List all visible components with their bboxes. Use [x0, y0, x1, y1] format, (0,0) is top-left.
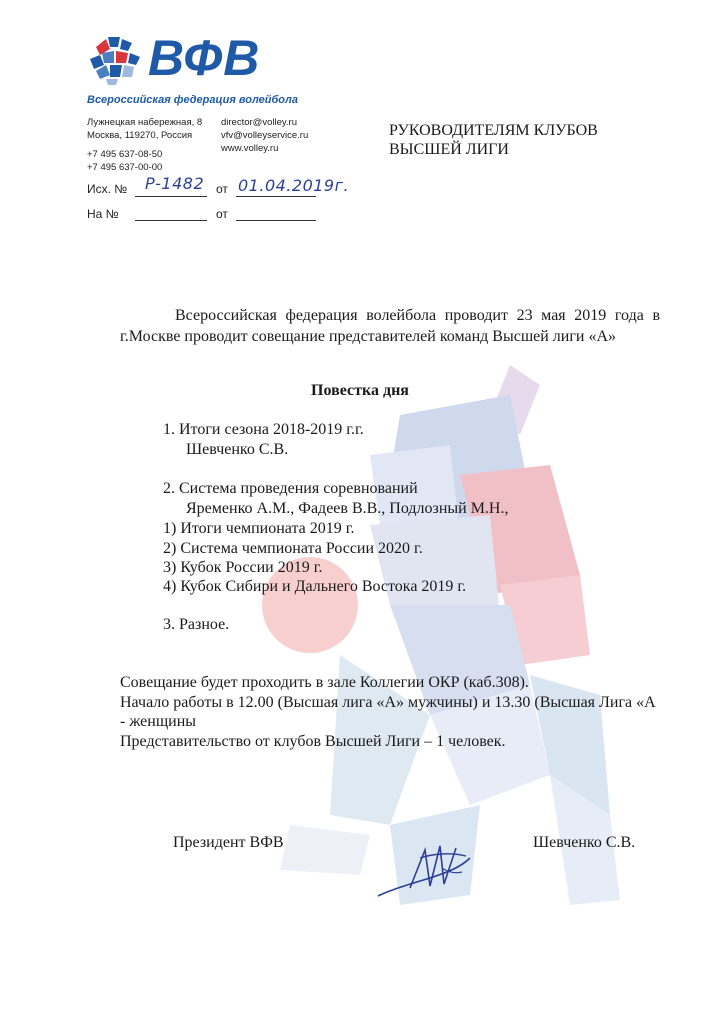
agenda-item-1: 1. Итоги сезона 2018-2019 г.г. — [163, 421, 364, 438]
agenda-subitem: 2) Система чемпионата России 2020 г. — [163, 540, 423, 557]
address-line: Лужнецкая набережная, 8 — [87, 117, 203, 128]
addressee-line: РУКОВОДИТЕЛЯМ КЛУБОВ — [389, 122, 598, 139]
outgoing-date-line — [236, 196, 316, 197]
agenda-item-2: 2. Система проведения соревнований — [163, 480, 418, 497]
phone-block — [87, 148, 162, 174]
logo-mosaic-icon — [86, 35, 150, 87]
outgoing-number: Р-1482 — [145, 174, 205, 193]
logo-text: ВФВ — [148, 30, 261, 86]
reply-date-label: от — [216, 207, 228, 221]
signer-position: Президент ВФВ — [173, 834, 284, 851]
website-link[interactable]: www.volley.ru — [221, 143, 279, 154]
reply-date-line — [236, 220, 316, 221]
outgoing-number-line — [135, 196, 207, 197]
signer-name: Шевченко С.В. — [533, 834, 636, 851]
outgoing-date: 01.04.2019г. — [238, 176, 350, 195]
agenda-subitem: 3) Кубок России 2019 г. — [163, 559, 323, 576]
addressee — [389, 121, 598, 159]
phone-number: +7 495 637-08-50 — [87, 149, 163, 160]
reply-number-line — [135, 220, 207, 221]
meeting-start-times: Начало работы в 12.00 (Высшая лига «А» мужчины) и 13.30 (Высшая Лига «А — [120, 694, 656, 711]
agenda-subitem: 1) Итоги чемпионата 2019 г. — [163, 520, 355, 537]
agenda-item-1-speaker: Шевченко С.В. — [186, 441, 289, 458]
reply-label: На № — [87, 207, 119, 221]
agenda-subitem: 4) Кубок Сибири и Дальнего Востока 2019 г. — [163, 578, 467, 595]
outgoing-label: Исх. № — [87, 182, 128, 196]
intro-paragraph: Всероссийская федерация волейбола проводит 23 мая 2019 года в г.Москве проводит совещание представителей команд Высшей лиги «А» — [120, 307, 660, 345]
agenda-item-2-speakers: Яременко А.М., Фадеев В.В., Подлозный М.Н., — [186, 500, 509, 517]
meeting-start-times-continued: - женщины — [120, 713, 197, 730]
address-line: Москва, 119270, Россия — [87, 130, 193, 141]
representation-note: Представительство от клубов Высшей Лиги – 1 человек. — [120, 733, 506, 750]
agenda-title: Повестка дня — [311, 382, 409, 399]
address-block — [87, 116, 202, 142]
agenda-item-3: 3. Разное. — [163, 616, 230, 633]
handwritten-signature — [370, 828, 480, 908]
meeting-location: Совещание будет проходить в зале Коллегии ОКР (каб.308). — [120, 674, 529, 691]
email-director[interactable]: director@volley.ru — [221, 117, 297, 128]
phone-number: +7 495 637-00-00 — [87, 162, 163, 173]
organization-name: Всероссийская федерация волейбола — [87, 94, 298, 106]
addressee-line: ВЫСШЕЙ ЛИГИ — [389, 141, 509, 158]
email-vfv[interactable]: vfv@volleyservice.ru — [221, 130, 309, 141]
outgoing-date-label: от — [216, 182, 228, 196]
email-block — [221, 116, 308, 155]
